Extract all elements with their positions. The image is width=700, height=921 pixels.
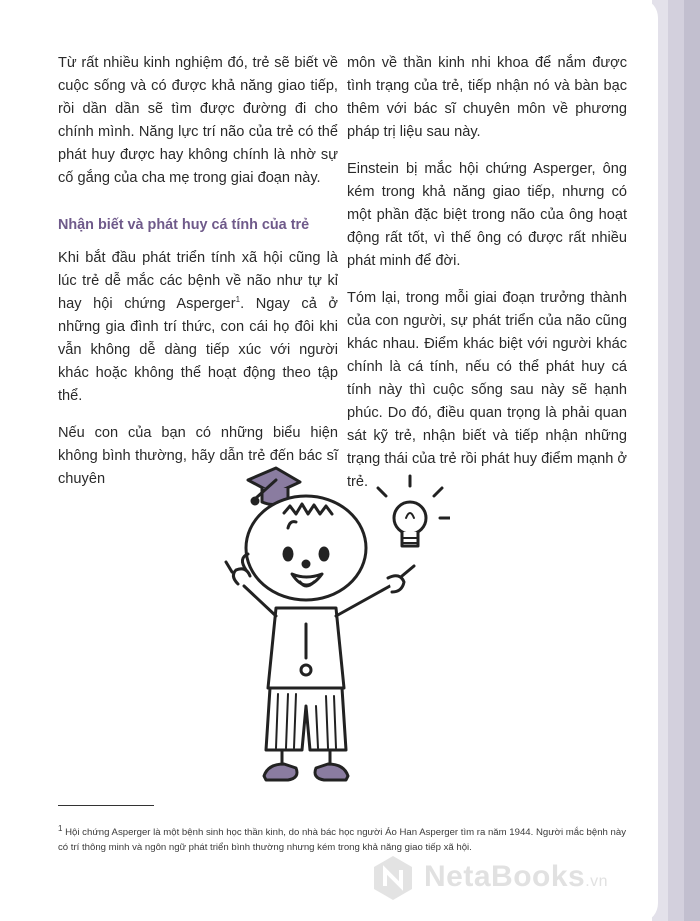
section-heading: Nhận biết và phát huy cá tính của trẻ [58, 217, 310, 233]
right-column [347, 52, 627, 508]
page-edge-decoration [628, 0, 700, 921]
footnote-divider [58, 805, 154, 806]
left-column [58, 52, 338, 505]
watermark-brand: NetaBooks [424, 860, 586, 893]
footnote-mark: 1 [58, 823, 63, 833]
paragraph: Nếu con của bạn có những biểu hiện không bình thường, hãy dẫn trẻ đến bác sĩ chuyên [58, 425, 338, 487]
paragraph: Tóm lại, trong mỗi giai đoạn trưởng thành của con người, sự phát triển của não cũng khác nhau. Điểm khác biệt với người khác chính là cá tính, nếu có thể phát huy cá tính này thì cuộc sống sau này sẽ hạnh phúc. Do đó, điều quan trọng là phải quan sát kỹ trẻ, nhận biết và tiếp nhận những trạng thái của trẻ rồi phát huy điểm mạnh ở trẻ. [347, 290, 627, 490]
paragraph-text: Khi bắt đầu phát triển tính xã hội cũng là lúc trẻ dễ mắc các bệnh về não như tự kỉ hay hội chứng Asperger [58, 250, 338, 312]
watermark-text [424, 860, 608, 894]
watermark [364, 852, 694, 902]
paragraph: Einstein bị mắc hội chứng Asperger, ông kém trong khả năng giao tiếp, nhưng có một phần đặc biệt trong não của ông hoạt động rất tốt, vì thế ông có được rất nhiều phát minh để đời. [347, 161, 627, 269]
footnote-ref: 1 [235, 295, 241, 305]
netabooks-logo-icon [368, 852, 418, 902]
graduate-boy-with-lightbulb-illustration [218, 458, 450, 790]
paragraph: Từ rất nhiều kinh nghiệm đó, trẻ sẽ biết về cuộc sống và có được khả năng giao tiếp, rồi dần dần sẽ tìm được đường đi cho chính mình. Năng lực trí não của trẻ có thể phát huy được hay không chính là nhờ sự cố gắng của cha mẹ trong giai đoạn này. [58, 55, 338, 186]
watermark-tld: .vn [585, 873, 609, 890]
footnote-text: Hội chứng Asperger là một bệnh sinh học thần kinh, do nhà bác học người Áo Han Asperger tìm ra năm 1944. Người mắc bệnh này có trí thông minh và ngôn ngữ phát triển bình thường nhưng kém trong khả năng giao tiếp xã hội. [58, 827, 627, 853]
paragraph: môn về thần kinh nhi khoa để nắm được tình trạng của trẻ, tiếp nhận nó và bàn bạc thêm với bác sĩ chuyên môn về phương pháp trị liệu sau này. [347, 55, 627, 140]
paragraph [58, 247, 338, 408]
footnote [58, 825, 628, 855]
paragraph-text: . Ngay cả ở những gia đình trí thức, con cái họ đôi khi vẫn không dễ dàng tiếp xúc với người khác hoặc không thể hoạt động theo tập thể. [58, 296, 338, 404]
